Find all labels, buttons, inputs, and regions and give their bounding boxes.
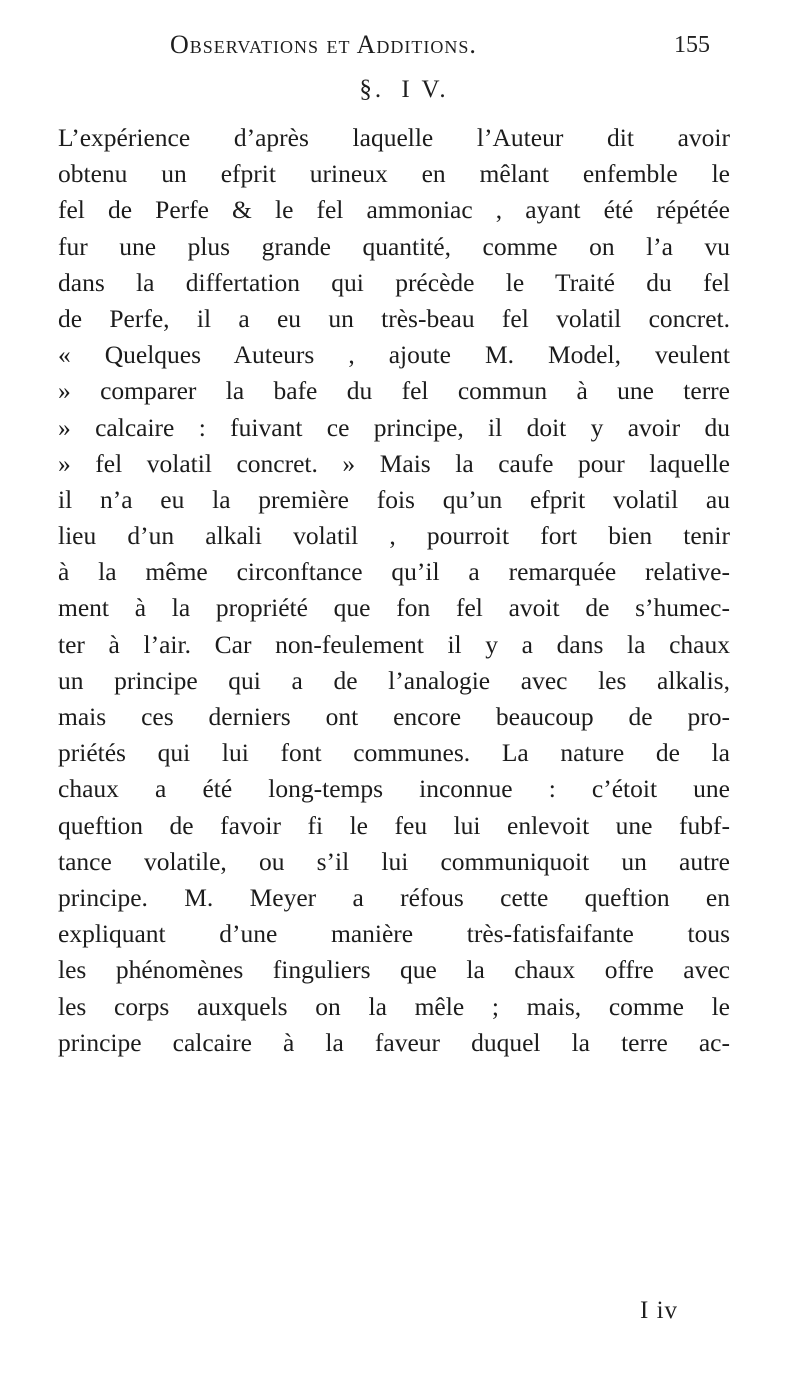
text-line: il n’a eu la première fois qu’un efprit volatil au: [58, 484, 730, 514]
text-line: principe calcaire à la faveur duquel la terre ac-: [58, 1027, 730, 1057]
text-line: à la même circonftance qu’il a remarquée relative-: [58, 557, 730, 587]
text-line: ter à l’air. Car non-feulement il y a dans la chaux: [58, 629, 730, 659]
text-line: les phénomènes finguliers que la chaux offre avec: [58, 955, 730, 985]
quoted-line: » calcaire : fuivant ce principe, il doit y avoir du: [58, 412, 730, 442]
text-line: expliquant d’une manière très-fatisfaifante tous: [58, 919, 730, 949]
body-paragraph: [58, 120, 730, 1061]
text-line: chaux a été long-temps inconnue : c’étoit une: [58, 774, 730, 804]
section-numeral: I V.: [401, 76, 449, 103]
text-line: priétés qui lui font communes. La nature de la: [58, 738, 730, 768]
text-line: principe. M. Meyer a réfous cette queftion en: [58, 882, 730, 912]
quoted-line: » comparer la bafe du fel commun à une terre: [58, 376, 730, 406]
running-title: Observations et Additions.: [170, 30, 477, 59]
text-line: les corps auxquels on la mêle ; mais, comme le: [58, 991, 730, 1021]
text-line: tance volatile, ou s’il lui communiquoit un autre: [58, 846, 730, 876]
text-line: ment à la propriété que fon fel avoit de s’humec-: [58, 593, 730, 623]
text-line: dans la differtation qui précède le Traité du fel: [58, 267, 730, 297]
text-line: de Perfe, il a eu un très-beau fel volatil concret.: [58, 303, 730, 333]
running-head: [170, 30, 710, 70]
text-line: fur une plus grande quantité, comme on l’a vu: [58, 231, 730, 261]
text-line: mais ces derniers ont encore beaucoup de pro-: [58, 702, 730, 731]
quoted-line: « Quelques Auteurs , ajoute M. Model, veulent: [58, 340, 730, 370]
quoted-line: » fel volatil concret. » Mais la caufe pour laquelle: [58, 448, 730, 478]
text-line: queftion de favoir fi le feu lui enlevoit une fubf-: [58, 810, 730, 840]
section-heading: [0, 76, 800, 104]
text-line: un principe qui a de l’analogie avec les alkalis,: [58, 665, 730, 695]
text-line: obtenu un efprit urineux en mêlant enfemble le: [58, 159, 730, 189]
text-line: L’expérience d’après laquelle l’Auteur dit avoir: [58, 123, 730, 152]
section-symbol: §.: [359, 76, 385, 103]
text-line: lieu d’un alkali volatil , pourroit fort bien tenir: [58, 521, 730, 551]
text-line: fel de Perfe & le fel ammoniac , ayant été répétée: [58, 195, 730, 225]
page-number: 155: [674, 32, 710, 58]
catchword-signature: I iv: [640, 1297, 679, 1324]
